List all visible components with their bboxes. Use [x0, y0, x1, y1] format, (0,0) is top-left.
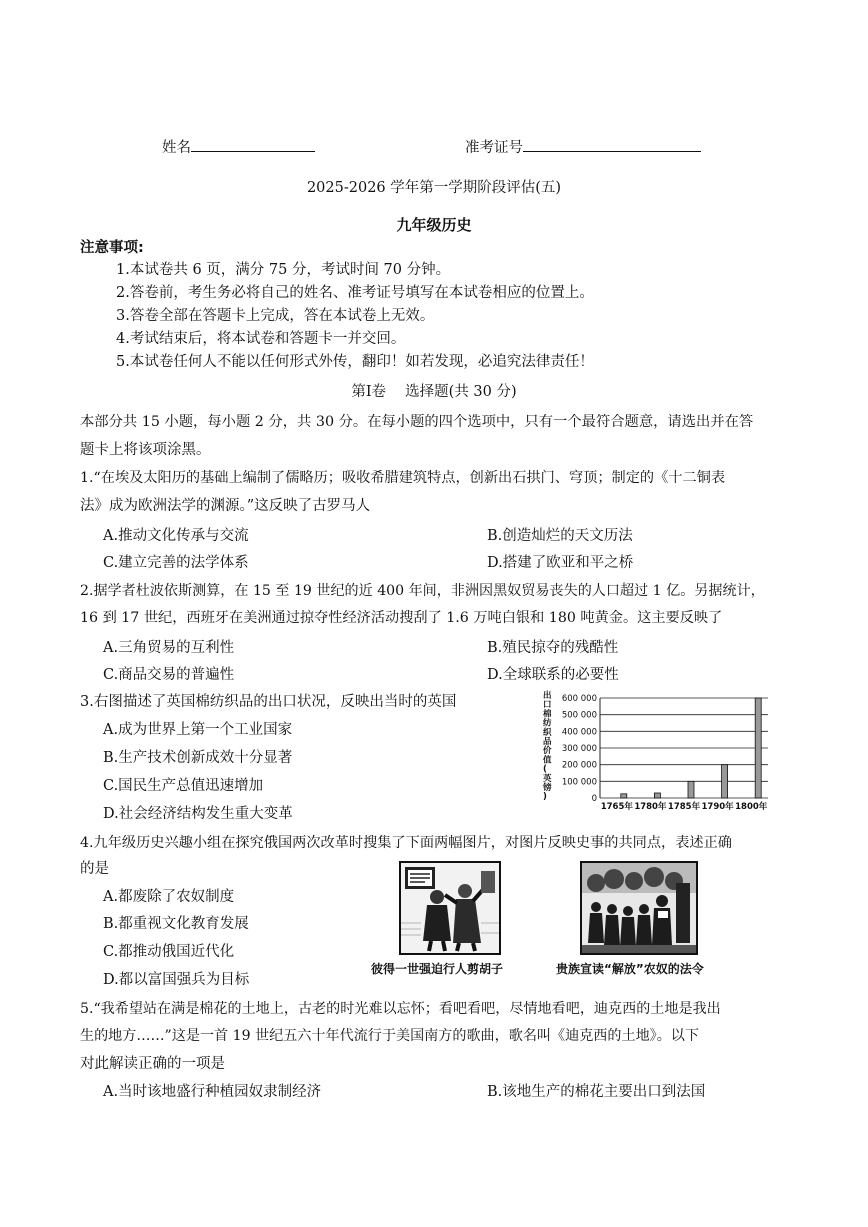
q2-option-b[interactable]: B.殖民掠夺的残酷性: [487, 640, 619, 656]
y-tick-label: 400 000: [561, 727, 597, 738]
q4-option-d[interactable]: D.都以富国强兵为目标: [103, 972, 250, 988]
svg-text:): ): [543, 792, 547, 803]
q1-option-b[interactable]: B.创造灿烂的天文历法: [487, 528, 633, 544]
svg-text:口: 口: [543, 700, 552, 711]
section-title: 第Ⅰ卷 选择题(共 30 分): [351, 384, 517, 400]
bar: [722, 765, 728, 798]
y-tick-label: 0: [591, 794, 597, 804]
q3-option-d[interactable]: D.社会经济结构发生重大变革: [103, 806, 293, 822]
exam-id-blank[interactable]: [523, 137, 701, 152]
peter-beard-engraving: [399, 861, 501, 955]
y-axis-label: [542, 690, 552, 802]
q3-option-c[interactable]: C.国民生产总值迅速增加: [103, 778, 264, 794]
bar: [654, 793, 660, 798]
q5-option-a[interactable]: A.当时该地盛行种植园奴隶制经济: [103, 1084, 322, 1100]
y-tick-label: 100 000: [561, 777, 597, 788]
svg-text:镑: 镑: [543, 783, 552, 793]
name-label: 姓名: [162, 140, 191, 156]
q2-option-a[interactable]: A.三角贸易的互利性: [103, 640, 235, 656]
q1-option-c[interactable]: C.建立完善的法学体系: [103, 555, 249, 571]
picture-caption: 贵族宣读“解放”农奴的法令: [556, 962, 704, 976]
q1-stem: 法》成为欧洲法学的渊源。”这反映了古罗马人: [80, 498, 371, 514]
x-tick-label: 1785年: [667, 802, 701, 812]
q5-stem: 5.“我希望站在满是棉花的土地上，古老的时光难以忘怀；看吧看吧，尽情地看吧，迪克西的土地是我出: [80, 1001, 721, 1017]
q4-option-a[interactable]: A.都废除了农奴制度: [103, 889, 235, 905]
q5-option-b[interactable]: B.该地生产的棉花主要出口到法国: [487, 1084, 706, 1100]
note-item: 5.本试卷任何人不能以任何形式外传，翻印！如若发现，必追究法律责任！: [116, 354, 594, 370]
section-intro: 本部分共 15 小题，每小题 2 分，共 30 分。在每小题的四个选项中，只有一个最符合题意，请选出并在答: [80, 414, 754, 430]
svg-text:值: 值: [543, 755, 552, 766]
q3-option-a[interactable]: A.成为世界上第一个工业国家: [103, 722, 293, 738]
subject-title: 九年级历史: [396, 216, 472, 234]
q1-option-a[interactable]: A.推动文化传承与交流: [103, 528, 249, 544]
q2-option-d[interactable]: D.全球联系的必要性: [487, 667, 619, 683]
svg-text:价: 价: [543, 746, 552, 757]
svg-text:纺: 纺: [543, 718, 552, 729]
svg-text:棉: 棉: [543, 709, 552, 720]
q5-stem: 生的地方……”这是一首 19 世纪五六十年代流行于美国南方的歌曲，歌名叫《迪克西的土地》。以下: [80, 1028, 699, 1044]
q1-option-d[interactable]: D.搭建了欧亚和平之桥: [487, 555, 634, 571]
bar: [755, 698, 761, 798]
name-field: [162, 136, 315, 157]
x-tick-label: 1780年: [634, 802, 667, 812]
exam-id-label: 准考证号: [465, 140, 523, 156]
note-item: 1.本试卷共 6 页，满分 75 分，考试时间 70 分钟。: [116, 262, 451, 278]
q5-stem: 对此解读正确的一项是: [80, 1056, 225, 1072]
q3-stem: 3.右图描述了英国棉纺织品的出口状况，反映出当时的英国: [80, 694, 457, 710]
q2-option-c[interactable]: C.商品交易的普遍性: [103, 667, 235, 683]
emancipation-decree-engraving: [580, 861, 698, 955]
svg-text:英: 英: [543, 773, 552, 784]
svg-text:(: (: [543, 764, 547, 775]
note-item: 4.考试结束后，将本试卷和答题卡一并交回。: [116, 331, 406, 347]
bar: [688, 781, 694, 798]
y-tick-label: 600 000: [561, 694, 597, 704]
y-tick-label: 200 000: [561, 760, 597, 771]
q4-stem: 的是: [80, 861, 109, 877]
picture-caption: 彼得一世强迫行人剪胡子: [371, 962, 504, 976]
y-tick-label: 300 000: [561, 744, 597, 754]
note-item: 2.答卷前，考生务必将自己的姓名、准考证号填写在本试卷相应的位置上。: [116, 285, 594, 301]
q4-stem: 4.九年级历史兴趣小组在探究俄国两次改革时搜集了下面两幅图片，对图片反映史事的共同点，表述正确: [80, 835, 732, 851]
x-tick-label: 1765年: [600, 802, 633, 812]
q3-option-b[interactable]: B.生产技术创新成效十分显著: [103, 750, 293, 766]
svg-text:出: 出: [543, 691, 552, 701]
q4-option-c[interactable]: C.都推动俄国近代化: [103, 944, 235, 960]
q2-stem: 16 到 17 世纪，西班牙在美洲通过掠夺性经济活动搜刮了 1.6 万吨白银和 180 吨黄金。这主要反映了: [80, 610, 723, 626]
x-tick-label: 1790年: [701, 802, 734, 812]
name-blank[interactable]: [191, 137, 315, 152]
export-bar-chart: [538, 690, 778, 815]
q1-stem: 1.“在埃及太阳历的基础上编制了儒略历；吸收希腊建筑特点，创新出石拱门、穹顶；制定的《十二铜表: [80, 470, 726, 486]
q2-stem: 2.据学者杜波依斯测算，在 15 至 19 世纪的近 400 年间，非洲因黑奴贸易丧失的人口超过 1 亿。另据统计，: [80, 583, 765, 599]
svg-text:织: 织: [543, 727, 552, 738]
exam-id-field: [465, 136, 701, 157]
y-tick-label: 500 000: [561, 710, 597, 721]
exam-title: 2025-2026 学年第一学期阶段评估(五): [306, 180, 562, 196]
x-tick-label: 1800年: [735, 802, 768, 812]
q4-option-b[interactable]: B.都重视文化教育发展: [103, 916, 249, 932]
bar: [621, 794, 627, 798]
note-item: 3.答卷全部在答题卡上完成，答在本试卷上无效。: [116, 308, 435, 324]
section-intro: 题卡上将该项涂黑。: [80, 442, 211, 458]
svg-text:品: 品: [543, 737, 552, 747]
notes-heading: 注意事项:: [80, 240, 144, 256]
